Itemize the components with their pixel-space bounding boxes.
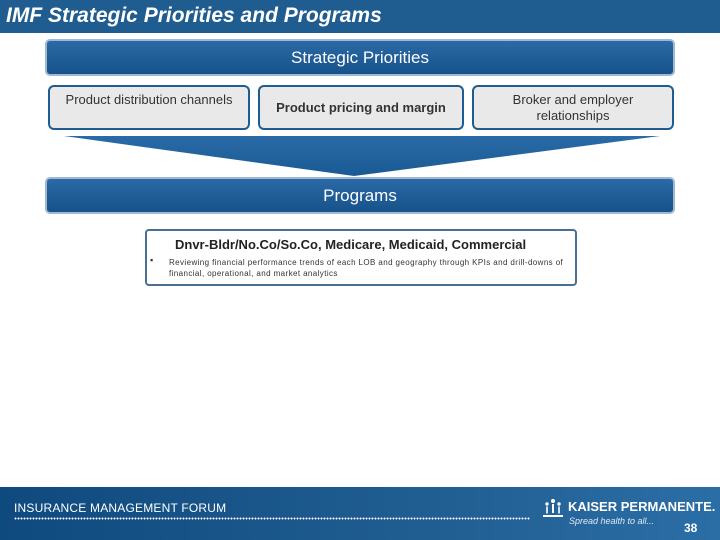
title-bar <box>0 0 720 33</box>
bullet-marker: ▪ <box>150 255 154 265</box>
kaiser-logo-icon <box>542 497 564 519</box>
priority-product-distribution: Product distribution channels <box>48 85 250 130</box>
program-title: Dnvr-Bldr/No.Co/So.Co, Medicare, Medicaid, Commercial <box>175 237 527 252</box>
programs-header: Programs <box>45 177 675 214</box>
brand-tagline: Spread health to all... <box>569 516 655 526</box>
dotted-divider <box>14 517 530 520</box>
priority-product-pricing: Product pricing and margin <box>258 85 464 130</box>
funnel-arrow <box>64 136 660 176</box>
brand-name: KAISER PERMANENTE. <box>568 499 716 514</box>
forum-name: INSURANCE MANAGEMENT FORUM <box>14 501 227 515</box>
page-number: 38 <box>684 521 698 535</box>
strategic-priorities-header: Strategic Priorities <box>45 39 675 76</box>
footer <box>0 487 720 540</box>
priority-broker-employer: Broker and employer relationships <box>472 85 674 130</box>
program-box <box>145 229 577 286</box>
slide-title: IMF Strategic Priorities and Programs <box>6 4 382 27</box>
program-description: Reviewing financial performance trends of each LOB and geography through KPIs and drill-downs of financial, operational, and market analytics <box>169 258 564 278</box>
